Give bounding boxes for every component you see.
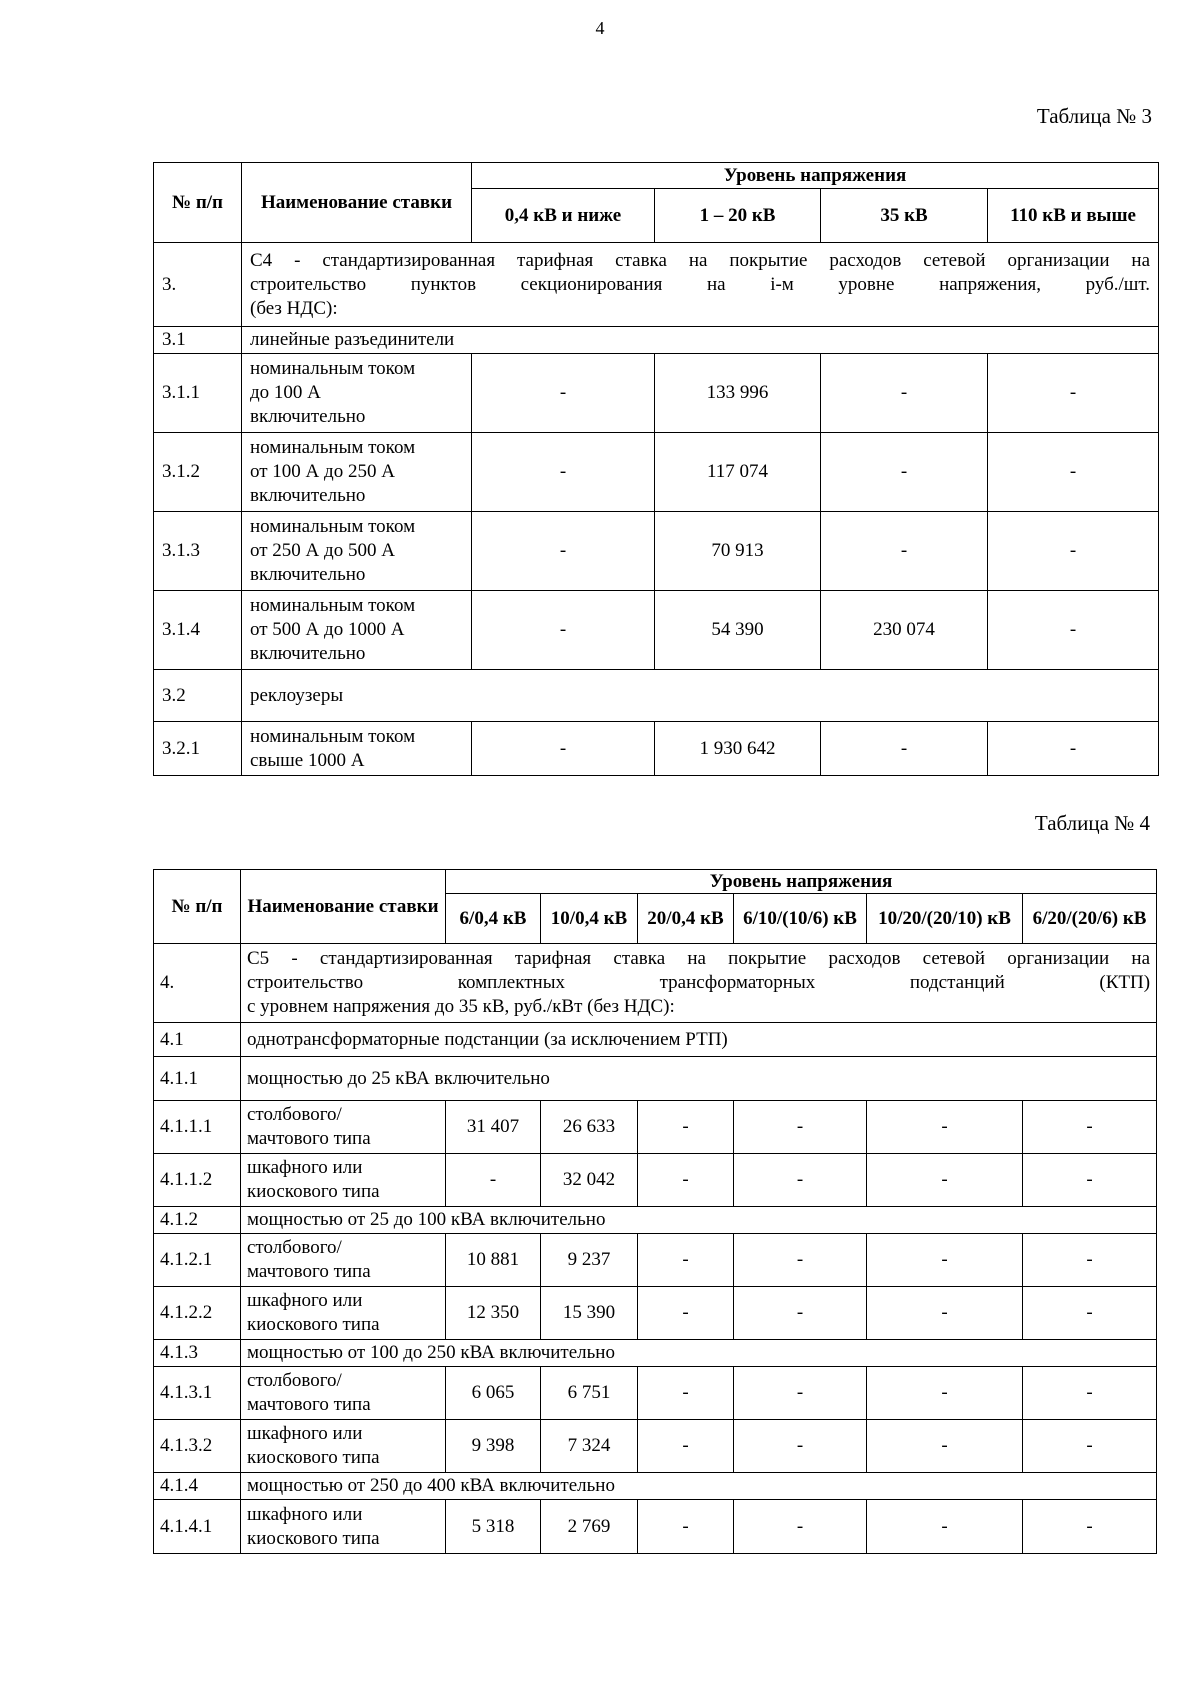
table4-header-level: 6/0,4 кВ (446, 894, 541, 944)
section-row (154, 1340, 1157, 1367)
rate-value: - (472, 354, 655, 433)
rate-name-line: шкафного или (247, 1157, 363, 1178)
table-row (154, 1287, 1157, 1340)
table3-header-name: Наименование ставки (242, 163, 472, 243)
table3-header-level: 35 кВ (821, 189, 988, 243)
rate-value: - (734, 1234, 867, 1287)
table4 (153, 869, 1157, 1554)
rate-value: - (867, 1420, 1023, 1473)
section-row (154, 670, 1159, 722)
rate-value: - (1023, 1234, 1157, 1287)
table-row (154, 722, 1159, 776)
section-row (154, 1473, 1157, 1500)
rate-value: - (867, 1101, 1023, 1154)
rate-value: 32 042 (541, 1154, 638, 1207)
rate-value: - (1023, 1287, 1157, 1340)
table-row (154, 1234, 1157, 1287)
rate-name-line: номинальным током (250, 358, 416, 379)
rate-value: - (734, 1101, 867, 1154)
intro-line: С4 - стандартизированная тарифная ставка на покрытие расходов сетевой организации на (250, 249, 1151, 271)
rate-name (242, 591, 472, 670)
rate-value: - (821, 722, 988, 776)
table-row (154, 1101, 1157, 1154)
rate-value: - (821, 433, 988, 512)
rate-name-line: свыше 1000 А (250, 749, 365, 771)
rate-value: - (821, 512, 988, 591)
page-number: 4 (595, 18, 605, 38)
rate-name-line: мачтового типа (247, 1261, 371, 1282)
rate-value: - (1023, 1154, 1157, 1207)
rate-value: - (734, 1420, 867, 1473)
section-row (154, 1057, 1157, 1101)
rate-value: 9 398 (446, 1420, 541, 1473)
row-number: 4.1.4 (154, 1473, 241, 1500)
rate-value: 70 913 (655, 512, 821, 591)
rate-name-line: киоскового типа (247, 1447, 380, 1468)
section-row (154, 327, 1159, 354)
section-title: мощностью от 250 до 400 кВА включительно (241, 1473, 1157, 1500)
rate-value: 230 074 (821, 591, 988, 670)
rate-value: 6 751 (541, 1367, 638, 1420)
row-number: 3.1.2 (154, 433, 242, 512)
rate-value: - (472, 722, 655, 776)
rate-value: - (988, 722, 1159, 776)
table4-header-level: 10/0,4 кВ (541, 894, 638, 944)
rate-name-line: столбового/ (247, 1370, 342, 1391)
row-number: 4.1.1.2 (154, 1154, 241, 1207)
rate-name-line: от 250 А до 500 А (250, 540, 395, 561)
row-number: 4.1.1.1 (154, 1101, 241, 1154)
section-title: однотрансформаторные подстанции (за исключением РТП) (241, 1023, 1157, 1057)
row-number: 3. (154, 243, 242, 327)
rate-name-line: номинальным током (250, 437, 416, 458)
rate-value: - (867, 1367, 1023, 1420)
rate-name-line: включительно (250, 643, 366, 664)
rate-value: - (1023, 1101, 1157, 1154)
section-title: линейные разъединители (242, 327, 1159, 354)
rate-name (241, 1287, 446, 1340)
rate-name-line: шкафного или (247, 1290, 363, 1311)
rate-value: - (988, 512, 1159, 591)
rate-name-line: включительно (250, 564, 366, 585)
rate-name-line: столбового/ (247, 1237, 342, 1258)
rate-value: - (867, 1154, 1023, 1207)
table3-header-level: 1 – 20 кВ (655, 189, 821, 243)
rate-value: - (734, 1154, 867, 1207)
rate-value: - (472, 512, 655, 591)
table-row (154, 1154, 1157, 1207)
rate-value: - (734, 1367, 867, 1420)
rate-value: 15 390 (541, 1287, 638, 1340)
rate-value: - (638, 1287, 734, 1340)
rate-value: - (638, 1234, 734, 1287)
rate-name-line: включительно (250, 406, 366, 427)
rate-value: - (638, 1500, 734, 1554)
rate-name-line: киоскового типа (247, 1314, 380, 1335)
rate-value: - (734, 1500, 867, 1554)
row-number: 3.1.4 (154, 591, 242, 670)
rate-name-line: шкафного или (247, 1423, 363, 1444)
table4-header-level: 6/20/(20/6) кВ (1023, 894, 1157, 944)
table4-header-level: 20/0,4 кВ (638, 894, 734, 944)
table4-body (154, 944, 1157, 1554)
rate-value: - (867, 1234, 1023, 1287)
rate-name (241, 1500, 446, 1554)
row-number: 4.1.3.2 (154, 1420, 241, 1473)
rate-name (242, 354, 472, 433)
row-number: 3.1.3 (154, 512, 242, 591)
rate-value: - (638, 1367, 734, 1420)
row-number: 4.1.3 (154, 1340, 241, 1367)
table4-caption: Таблица № 4 (1034, 811, 1150, 835)
rate-value: - (1023, 1500, 1157, 1554)
rate-value: 10 881 (446, 1234, 541, 1287)
row-number: 4.1.2 (154, 1207, 241, 1234)
rate-value: - (472, 433, 655, 512)
table4-header-name: Наименование ставки (241, 870, 446, 944)
rate-value: - (638, 1101, 734, 1154)
rate-value: 12 350 (446, 1287, 541, 1340)
rate-name-line: включительно (250, 485, 366, 506)
intro-text (242, 243, 1159, 327)
table4-header-group: Уровень напряжения (446, 870, 1157, 894)
rate-value: - (1023, 1367, 1157, 1420)
rate-name-line: мачтового типа (247, 1128, 371, 1149)
table3-caption: Таблица № 3 (1036, 104, 1152, 128)
section-title: мощностью до 25 кВА включительно (241, 1057, 1157, 1101)
table-row (154, 1500, 1157, 1554)
row-number: 3.2 (154, 670, 242, 722)
intro-line: строительство пунктов секционирования на i-м уровне напряжения, руб./шт. (250, 273, 1151, 295)
rate-value: - (638, 1420, 734, 1473)
table3-header-level: 110 кВ и выше (988, 189, 1159, 243)
row-number: 3.2.1 (154, 722, 242, 776)
table-row (154, 1367, 1157, 1420)
table3-header-num: № п/п (154, 163, 242, 243)
rate-name-line: номинальным током (250, 516, 416, 537)
rate-value: - (734, 1287, 867, 1340)
table4-header-num: № п/п (154, 870, 241, 944)
rate-value: 54 390 (655, 591, 821, 670)
rate-value: - (821, 354, 988, 433)
table-row (154, 591, 1159, 670)
row-number: 3.1.1 (154, 354, 242, 433)
intro-line: с уровнем напряжения до 35 кВ, руб./кВт (без НДС): (247, 996, 675, 1017)
table3-header-level: 0,4 кВ и ниже (472, 189, 655, 243)
rate-value: 26 633 (541, 1101, 638, 1154)
rate-value: - (1023, 1420, 1157, 1473)
section-row (154, 1023, 1157, 1057)
rate-value: - (472, 591, 655, 670)
section-row (154, 1207, 1157, 1234)
rate-name (242, 433, 472, 512)
table-row (154, 512, 1159, 591)
rate-name (242, 512, 472, 591)
row-number: 4.1.2.1 (154, 1234, 241, 1287)
intro-text (241, 944, 1157, 1023)
rate-value: - (867, 1500, 1023, 1554)
intro-line: С5 - стандартизированная тарифная ставка на покрытие расходов сетевой организации на (247, 948, 1151, 969)
rate-name-line: номинальным током (250, 725, 416, 747)
rate-name-line: киоскового типа (247, 1181, 380, 1202)
row-number: 4.1.1 (154, 1057, 241, 1101)
rate-value: 7 324 (541, 1420, 638, 1473)
rate-name-line: от 500 А до 1000 А (250, 619, 405, 640)
rate-value: - (867, 1287, 1023, 1340)
rate-name (241, 1420, 446, 1473)
row-number: 4.1.3.1 (154, 1367, 241, 1420)
rate-name-line: от 100 А до 250 А (250, 461, 395, 482)
row-number: 3.1 (154, 327, 242, 354)
rate-value: - (446, 1154, 541, 1207)
section-title: реклоузеры (242, 670, 1159, 722)
table-row (154, 354, 1159, 433)
rate-value: 117 074 (655, 433, 821, 512)
rate-name (241, 1367, 446, 1420)
rate-name-line: номинальным током (250, 595, 416, 616)
rate-value: - (638, 1154, 734, 1207)
rate-name-line: столбового/ (247, 1104, 342, 1125)
table3-body (154, 243, 1159, 776)
table3-header-group: Уровень напряжения (472, 163, 1159, 189)
rate-value: - (988, 354, 1159, 433)
section-title: мощностью от 25 до 100 кВА включительно (241, 1207, 1157, 1234)
intro-row (154, 944, 1157, 1023)
table4-header-level: 6/10/(10/6) кВ (734, 894, 867, 944)
table-row (154, 433, 1159, 512)
row-number: 4.1.2.2 (154, 1287, 241, 1340)
rate-value: 6 065 (446, 1367, 541, 1420)
rate-name-line: мачтового типа (247, 1394, 371, 1415)
rate-name (242, 722, 472, 776)
rate-name (241, 1154, 446, 1207)
rate-name-line: киоскового типа (247, 1527, 380, 1549)
table-row (154, 1420, 1157, 1473)
rate-name-line: шкафного или (247, 1503, 363, 1525)
rate-value: - (988, 433, 1159, 512)
rate-value: - (988, 591, 1159, 670)
intro-line: строительство комплектных трансформаторных подстанций (КТП) (247, 972, 1151, 993)
rate-value: 31 407 (446, 1101, 541, 1154)
section-title: мощностью от 100 до 250 кВА включительно (241, 1340, 1157, 1367)
table3 (153, 162, 1159, 776)
intro-row (154, 243, 1159, 327)
rate-value: 133 996 (655, 354, 821, 433)
row-number: 4.1.4.1 (154, 1500, 241, 1554)
rate-name (241, 1101, 446, 1154)
rate-value: 2 769 (541, 1500, 638, 1554)
rate-value: 5 318 (446, 1500, 541, 1554)
rate-value: 1 930 642 (655, 722, 821, 776)
row-number: 4. (154, 944, 241, 1023)
rate-name (241, 1234, 446, 1287)
intro-line: (без НДС): (250, 297, 338, 319)
rate-name-line: до 100 А (250, 382, 321, 403)
table4-header-level: 10/20/(20/10) кВ (867, 894, 1023, 944)
row-number: 4.1 (154, 1023, 241, 1057)
rate-value: 9 237 (541, 1234, 638, 1287)
